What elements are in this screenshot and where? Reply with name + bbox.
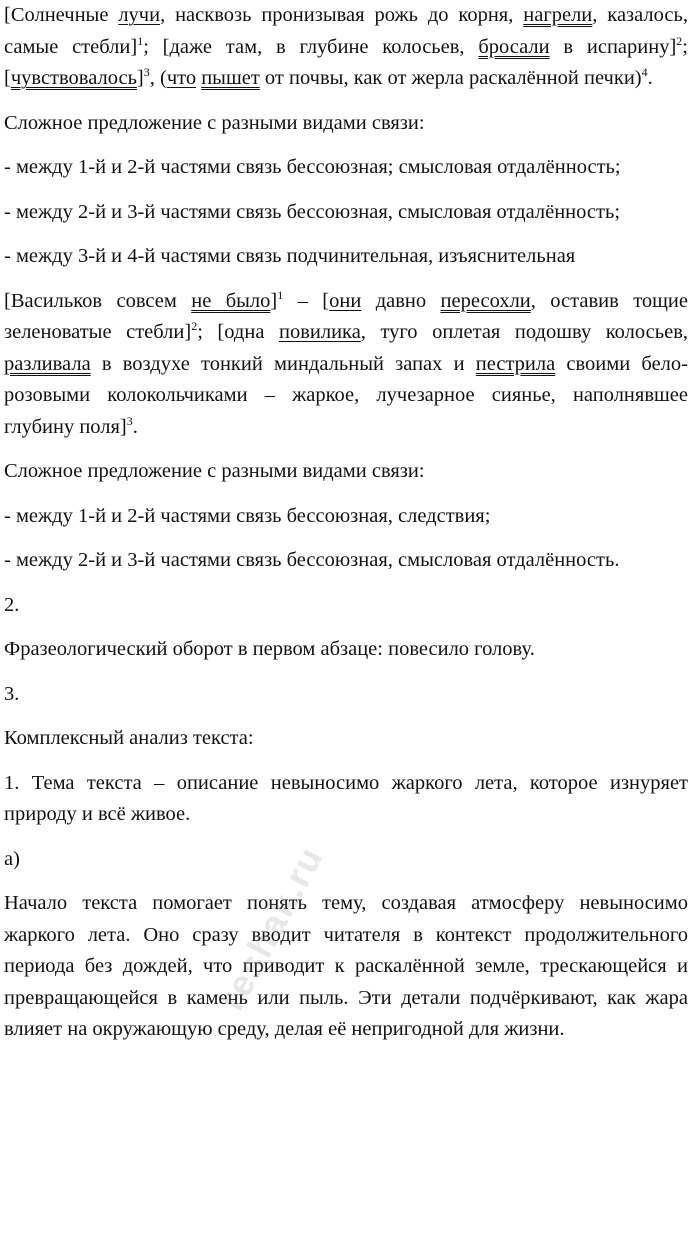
text: , оставив тощие зеленоватые стебли] bbox=[4, 289, 688, 343]
text: ; [одна bbox=[197, 321, 279, 343]
part-number: 3 bbox=[143, 65, 150, 79]
analysis-2-line: - между 2-й и 3-й частями связь бессоюзная, смысловая отдалённость. bbox=[4, 549, 620, 571]
part-number: 4 bbox=[641, 65, 648, 79]
text: [Васильков совсем bbox=[4, 289, 192, 312]
part-number: 1 bbox=[277, 287, 284, 302]
section-number: 3. bbox=[4, 682, 20, 705]
text: в воздухе тонкий миндальный запах и bbox=[90, 352, 476, 375]
part-number: 1 bbox=[137, 33, 144, 48]
text: Солнечные bbox=[10, 4, 119, 26]
predicate-underline: не было bbox=[191, 289, 271, 312]
analysis-2-title: Сложное предложение с разными видами связи: bbox=[4, 460, 425, 482]
subsection-label: а) bbox=[4, 847, 20, 870]
body-paragraph: Начало текста помогает понять тему, создавая атмосферу невыносимо жаркого лета. Оно сразу вводит читателя в контекст продолжительного периода без дождей, что приводит к раскалённой земле, трескающейся и превращающейся в камень или пыль. Эти детали подчёркивают, как жара влияет на окружающую среду, делая её непригодной для жизни. bbox=[4, 892, 688, 1040]
watermark: reshak.ru bbox=[210, 838, 332, 1017]
text: . bbox=[647, 67, 653, 89]
analysis-2-line: - между 1-й и 2-й частями связь бессоюзная, следствия; bbox=[4, 504, 491, 527]
predicate-underline: нагрели bbox=[523, 4, 593, 26]
text: от почвы, как от жерла раскалённой печки) bbox=[259, 67, 642, 89]
text: , туго оплетая подошву колосьев, bbox=[360, 321, 689, 343]
text: . bbox=[132, 415, 138, 438]
text: – [ bbox=[283, 289, 330, 312]
predicate-underline: бросали bbox=[478, 35, 550, 58]
subject-underline: лучи bbox=[118, 4, 161, 26]
text: своими бело-розовыми колокольчиками – жаркое, лучезарное сиянье, наполнявшее глубину поля] bbox=[4, 352, 688, 438]
text: ] bbox=[270, 289, 278, 312]
predicate-underline: чувствовалось bbox=[10, 67, 137, 89]
predicate-underline: пышет bbox=[201, 67, 260, 89]
text: , насквозь пронизывая рожь до корня, bbox=[160, 4, 524, 26]
predicate-underline: разливала bbox=[4, 352, 91, 375]
complex-analysis-title: Комплексный анализ текста: bbox=[4, 727, 254, 749]
subject-underline: они bbox=[329, 289, 362, 312]
analysis-1-line: - между 1-й и 2-й частями связь бессоюзная; смысловая отдалённость; bbox=[4, 156, 621, 178]
subject-underline: что bbox=[166, 67, 197, 89]
phraseologism: Фразеологический оборот в первом абзаце: повесило голову. bbox=[4, 638, 535, 660]
part-number: 2 bbox=[676, 33, 683, 48]
text: ] bbox=[136, 67, 144, 89]
analysis-1-line: - между 2-й и 3-й частями связь бессоюзная, смысловая отдалённость; bbox=[4, 200, 621, 223]
part-number: 2 bbox=[191, 319, 198, 333]
section-number: 2. bbox=[4, 593, 20, 616]
predicate-underline: пересохли bbox=[440, 289, 531, 312]
text: ; [ bbox=[4, 35, 688, 89]
sentence-1 bbox=[4, 0, 688, 95]
text: ; [даже там, в глубине колосьев, bbox=[143, 35, 479, 58]
text: [ bbox=[4, 4, 11, 26]
text: давно bbox=[361, 289, 441, 312]
theme-paragraph: 1. Тема текста – описание невыносимо жаркого лета, которое изнуряет природу и всё живое. bbox=[4, 771, 688, 825]
text: , ( bbox=[149, 67, 167, 89]
text: , казалось, самые стебли] bbox=[4, 4, 688, 58]
analysis-1-line: - между 3-й и 4-й частями связь подчинительная, изъяснительная bbox=[4, 245, 576, 267]
text: в испарину] bbox=[549, 35, 677, 58]
subject-underline: повилика bbox=[278, 321, 361, 343]
part-number: 3 bbox=[126, 413, 133, 428]
sentence-2 bbox=[4, 286, 688, 444]
predicate-underline: пестрила bbox=[475, 352, 556, 375]
analysis-1-title: Сложное предложение с разными видами связи: bbox=[4, 111, 425, 134]
